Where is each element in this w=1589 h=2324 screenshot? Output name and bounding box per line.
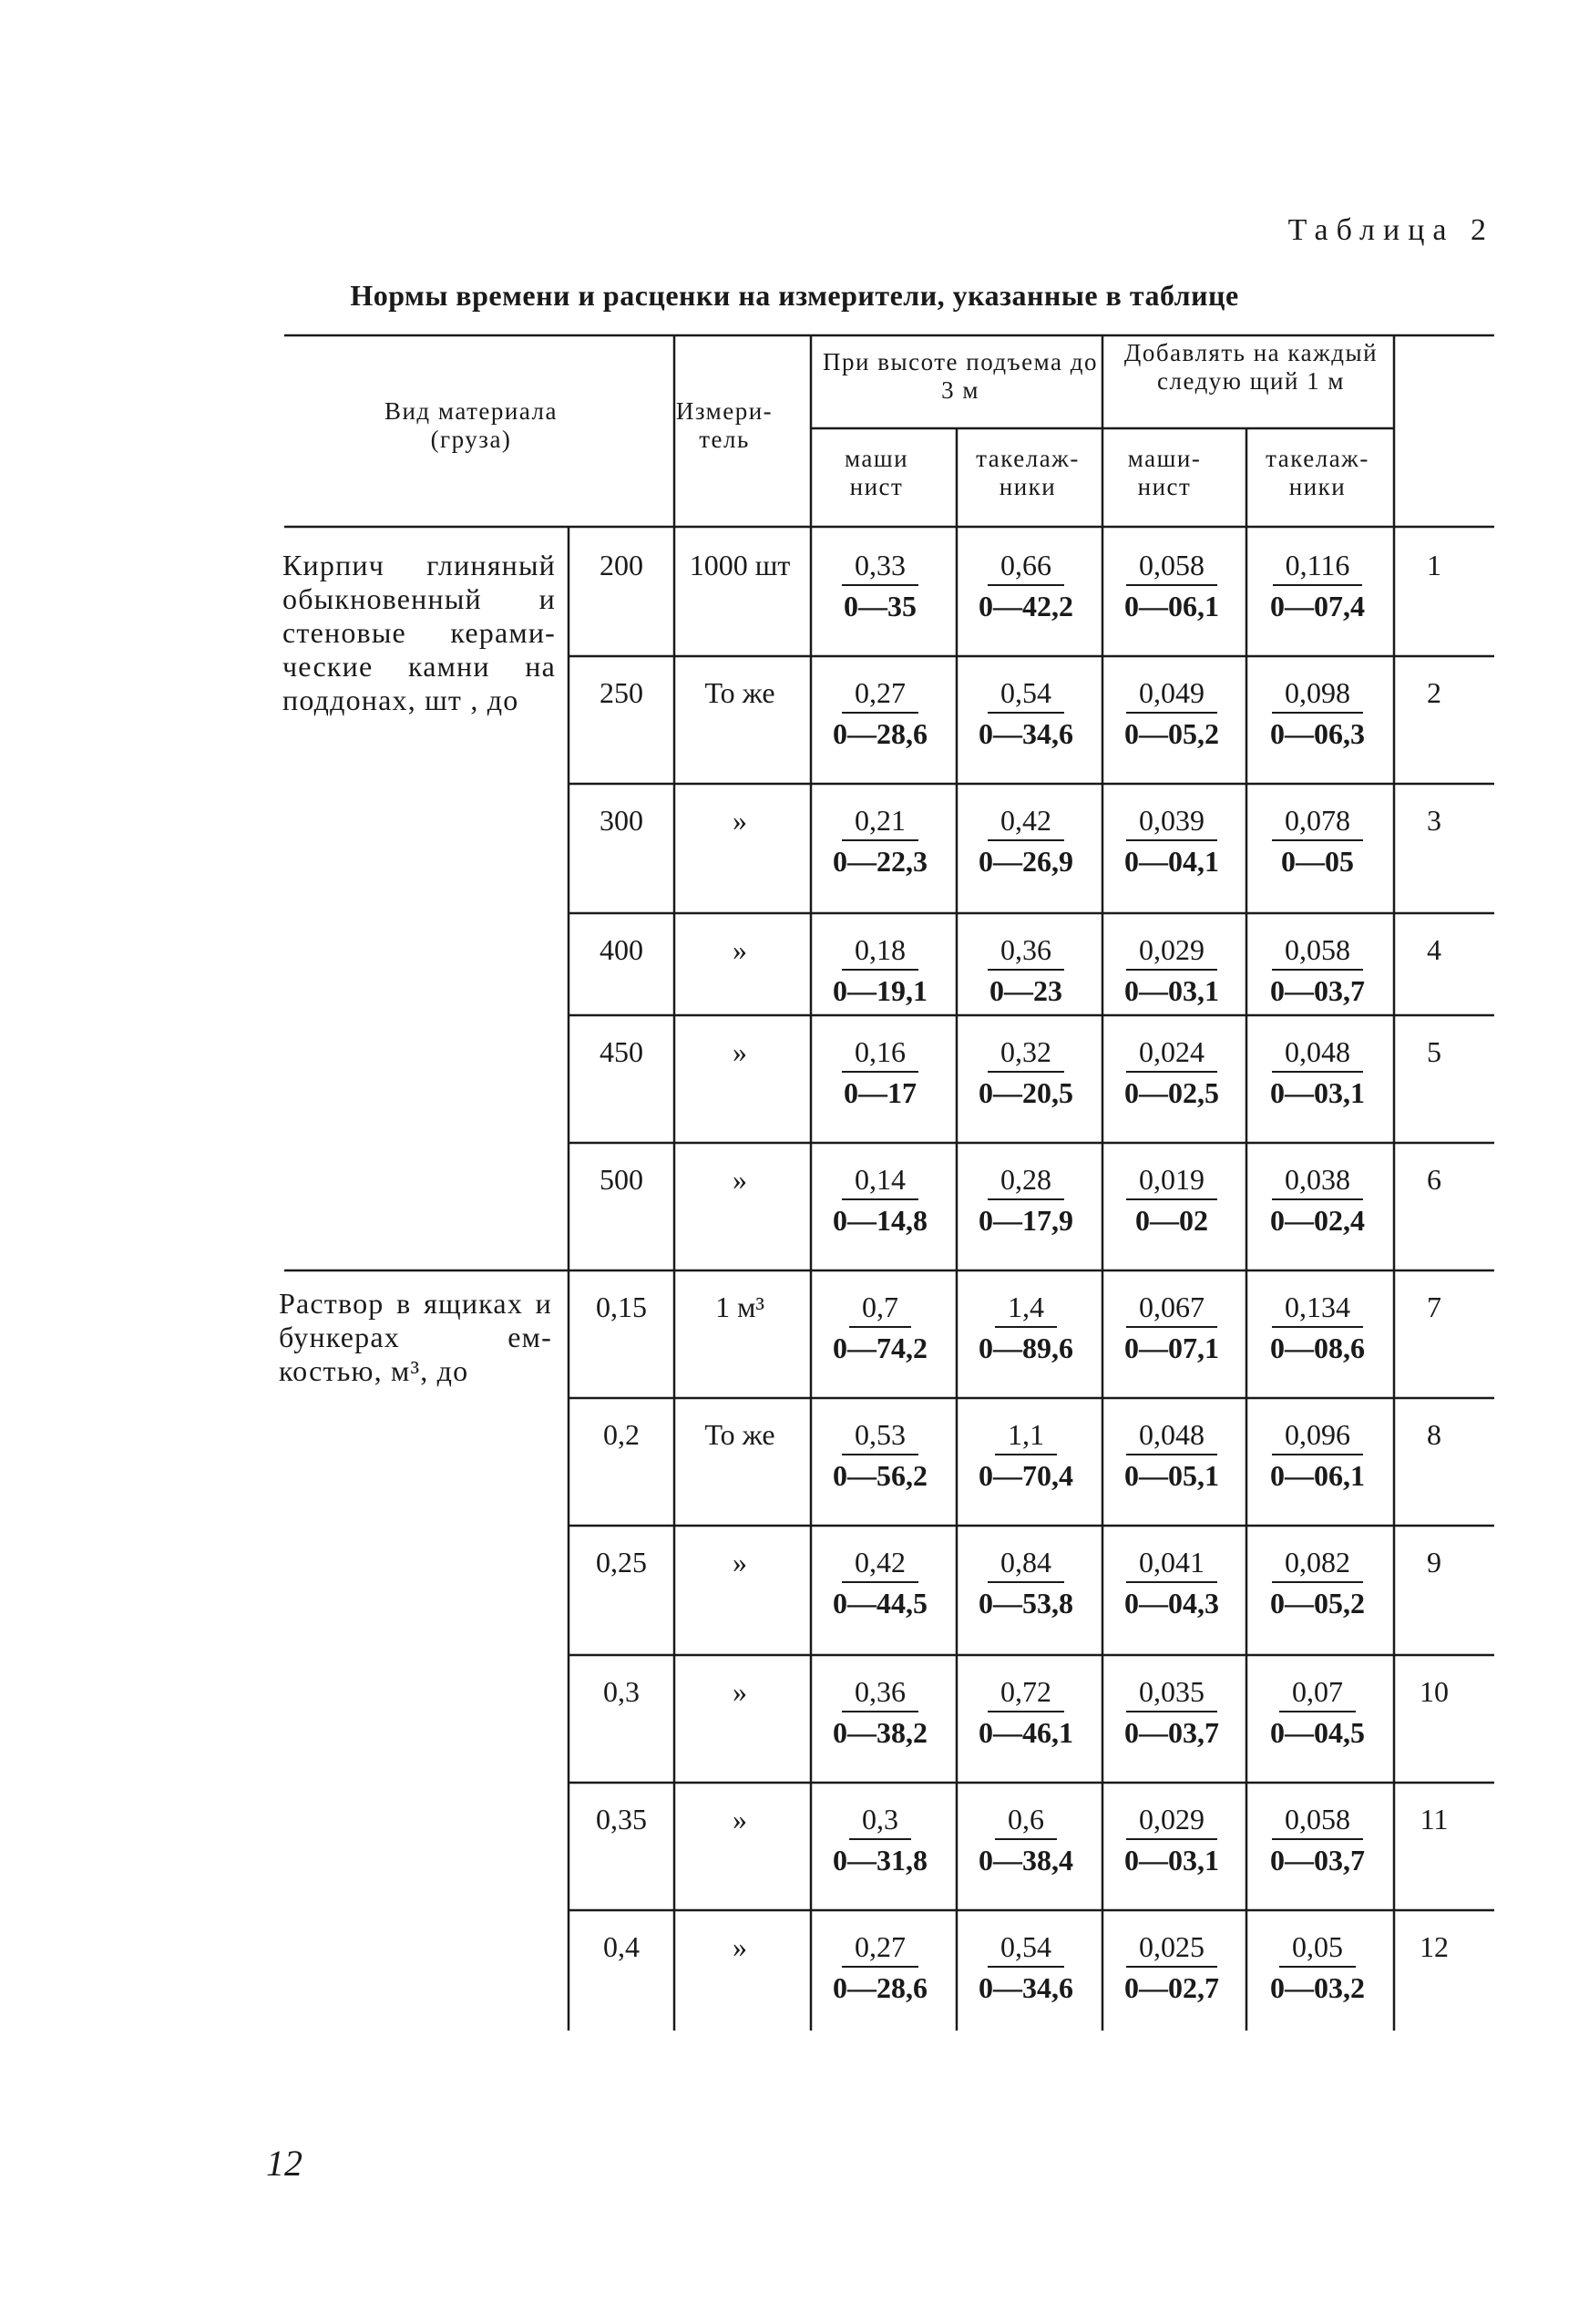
row-number: 10 — [1420, 1675, 1449, 1708]
time-norm: 0,098 — [1272, 676, 1363, 714]
unit-value: 1 м³ — [715, 1291, 764, 1323]
time-norm: 0,84 — [988, 1546, 1064, 1583]
norm-rate-fraction — [1103, 1803, 1240, 1877]
norm-rate-fraction — [1103, 933, 1240, 1008]
rate-value: 0—17,9 — [979, 1204, 1073, 1237]
norm-rate-fraction — [1103, 804, 1240, 879]
norms-table — [279, 334, 1496, 2047]
rate-value: 0—70,4 — [979, 1459, 1073, 1492]
row-number: 11 — [1420, 1803, 1449, 1836]
time-norm: 0,66 — [988, 549, 1064, 586]
time-norm: 0,049 — [1126, 676, 1217, 714]
unit-value: » — [733, 804, 747, 837]
norm-rate-fraction — [958, 1803, 1094, 1877]
size-value: 450 — [600, 1035, 643, 1068]
norm-rate-fraction — [1249, 1163, 1386, 1238]
norm-rate-fraction — [812, 1546, 948, 1620]
rate-value: 0—05,2 — [1270, 1587, 1365, 1620]
time-norm: 0,54 — [988, 676, 1064, 714]
time-norm: 0,33 — [842, 549, 918, 586]
norm-rate-fraction — [812, 1418, 948, 1493]
rate-value: 0—19,1 — [833, 974, 928, 1007]
time-norm: 0,067 — [1126, 1291, 1217, 1328]
rate-value: 0—53,8 — [979, 1587, 1073, 1620]
norm-rate-fraction — [812, 676, 948, 751]
rate-value: 0—06,3 — [1270, 717, 1365, 750]
rate-value: 0—14,8 — [833, 1204, 928, 1237]
norm-rate-fraction — [1103, 1675, 1240, 1750]
rate-value: 0—03,1 — [1124, 974, 1219, 1007]
time-norm: 1,1 — [995, 1418, 1057, 1455]
rate-value: 0—04,3 — [1124, 1587, 1219, 1620]
row-number: 12 — [1420, 1930, 1449, 1963]
norm-rate-fraction — [1103, 1163, 1240, 1238]
time-norm: 0,27 — [842, 1930, 918, 1968]
norm-rate-fraction — [958, 1546, 1094, 1620]
rate-value: 0—02,4 — [1270, 1204, 1365, 1237]
row-number: 3 — [1427, 804, 1441, 837]
norm-rate-fraction — [958, 676, 1094, 751]
time-norm: 0,36 — [988, 933, 1064, 971]
unit-value: 1000 шт — [689, 549, 791, 581]
norm-rate-fraction — [958, 549, 1094, 623]
time-norm: 0,42 — [842, 1546, 918, 1583]
norm-rate-fraction — [958, 933, 1094, 1008]
rate-value: 0—07,4 — [1270, 590, 1365, 622]
rate-value: 0—04,1 — [1124, 845, 1219, 878]
norm-rate-fraction — [1249, 804, 1386, 879]
norm-rate-fraction — [812, 1291, 948, 1365]
norm-rate-fraction — [812, 933, 948, 1008]
time-norm: 0,048 — [1272, 1035, 1363, 1073]
norm-rate-fraction — [958, 1930, 1094, 2005]
time-norm: 0,27 — [842, 676, 918, 714]
row-number: 9 — [1427, 1546, 1441, 1578]
time-norm: 0,096 — [1272, 1418, 1363, 1455]
page-number: 12 — [266, 2143, 302, 2184]
unit-value: » — [733, 1546, 747, 1578]
size-value: 250 — [600, 676, 643, 709]
rate-value: 0—02 — [1135, 1204, 1208, 1237]
norm-rate-fraction — [1249, 1546, 1386, 1620]
rate-value: 0—34,6 — [979, 717, 1073, 750]
norm-rate-fraction — [958, 1675, 1094, 1750]
time-norm: 0,05 — [1279, 1930, 1356, 1968]
time-norm: 0,029 — [1126, 933, 1217, 971]
time-norm: 0,14 — [842, 1163, 918, 1200]
time-norm: 0,078 — [1272, 804, 1363, 841]
time-norm: 0,039 — [1126, 804, 1217, 841]
rate-value: 0—28,6 — [833, 1971, 928, 2004]
row-number: 2 — [1427, 676, 1441, 709]
norm-rate-fraction — [1249, 676, 1386, 751]
norm-rate-fraction — [812, 1930, 948, 2005]
rate-value: 0—04,5 — [1270, 1716, 1365, 1749]
unit-value: » — [733, 1035, 747, 1068]
rate-value: 0—07,1 — [1124, 1332, 1219, 1364]
rate-value: 0—17 — [844, 1076, 917, 1109]
time-norm: 0,134 — [1272, 1291, 1363, 1328]
rate-value: 0—31,8 — [833, 1844, 928, 1877]
norm-rate-fraction — [812, 1675, 948, 1750]
table-label: Таблица 2 — [1287, 213, 1494, 247]
size-value: 0,25 — [596, 1546, 647, 1578]
size-value: 300 — [600, 804, 643, 837]
rate-value: 0—56,2 — [833, 1459, 928, 1492]
rate-value: 0—42,2 — [979, 590, 1073, 622]
rate-value: 0—46,1 — [979, 1716, 1073, 1749]
header-rigger-add: такелаж-ники — [1266, 445, 1369, 501]
rate-value: 0—03,7 — [1124, 1716, 1219, 1749]
time-norm: 0,041 — [1126, 1546, 1217, 1583]
time-norm: 0,32 — [988, 1035, 1064, 1073]
header-rigger: такелаж-ники — [976, 445, 1080, 501]
norm-rate-fraction — [1103, 676, 1240, 751]
norm-rate-fraction — [958, 1291, 1094, 1365]
norm-rate-fraction — [1103, 1418, 1240, 1493]
row-number: 7 — [1427, 1291, 1441, 1323]
norm-rate-fraction — [958, 1035, 1094, 1110]
table-caption: Нормы времени и расценки на измерители, указанные в таблице — [350, 279, 1239, 312]
size-value: 0,2 — [603, 1418, 640, 1451]
norm-rate-fraction — [1103, 1546, 1240, 1620]
time-norm: 0,16 — [842, 1035, 918, 1073]
time-norm: 0,53 — [842, 1418, 918, 1455]
time-norm: 0,3 — [849, 1803, 911, 1840]
rate-value: 0—08,6 — [1270, 1332, 1365, 1364]
rate-value: 0—74,2 — [833, 1332, 928, 1364]
time-norm: 1,4 — [995, 1291, 1057, 1328]
size-value: 0,3 — [603, 1675, 640, 1708]
size-value: 500 — [600, 1163, 643, 1196]
time-norm: 0,116 — [1273, 549, 1363, 586]
norm-rate-fraction — [812, 804, 948, 879]
norm-rate-fraction — [812, 549, 948, 623]
time-norm: 0,029 — [1126, 1803, 1217, 1840]
rate-value: 0—34,6 — [979, 1971, 1073, 2004]
rate-value: 0—05,2 — [1124, 717, 1219, 750]
norm-rate-fraction — [1249, 933, 1386, 1008]
rate-value: 0—03,2 — [1270, 1971, 1365, 2004]
rate-value: 0—35 — [844, 590, 917, 622]
rate-value: 0—28,6 — [833, 717, 928, 750]
time-norm: 0,18 — [842, 933, 918, 971]
rate-value: 0—06,1 — [1124, 590, 1219, 622]
time-norm: 0,7 — [849, 1291, 911, 1328]
norm-rate-fraction — [1249, 1803, 1386, 1877]
norm-rate-fraction — [1103, 549, 1240, 623]
time-norm: 0,058 — [1272, 1803, 1363, 1840]
unit-value: » — [733, 933, 747, 966]
time-norm: 0,21 — [842, 804, 918, 841]
header-base-group: При высоте подъема до 3 м — [823, 348, 1098, 405]
header-add-group: Добавлять на каждый следую щий 1 м — [1123, 339, 1379, 396]
time-norm: 0,28 — [988, 1163, 1064, 1200]
size-value: 200 — [600, 549, 643, 581]
row-number: 1 — [1427, 549, 1441, 581]
rate-value: 0—38,4 — [979, 1844, 1073, 1877]
size-value: 400 — [600, 933, 643, 966]
time-norm: 0,058 — [1272, 933, 1363, 971]
rate-value: 0—03,7 — [1270, 1844, 1365, 1877]
time-norm: 0,082 — [1272, 1546, 1363, 1583]
norm-rate-fraction — [1249, 1291, 1386, 1365]
norm-rate-fraction — [812, 1803, 948, 1877]
time-norm: 0,54 — [988, 1930, 1064, 1968]
rate-value: 0—05,1 — [1124, 1459, 1219, 1492]
time-norm: 0,6 — [995, 1803, 1057, 1840]
norm-rate-fraction — [958, 804, 1094, 879]
rate-value: 0—26,9 — [979, 845, 1073, 878]
rate-value: 0—03,1 — [1270, 1076, 1365, 1109]
rate-value: 0—44,5 — [833, 1587, 928, 1620]
rate-value: 0—89,6 — [979, 1332, 1073, 1364]
time-norm: 0,07 — [1279, 1675, 1356, 1712]
rate-value: 0—22,3 — [833, 845, 928, 878]
rate-value: 0—05 — [1281, 845, 1354, 878]
header-machinist: маши нист — [844, 445, 909, 501]
time-norm: 0,025 — [1126, 1930, 1217, 1968]
unit-value: То же — [704, 676, 775, 709]
norm-rate-fraction — [1249, 1035, 1386, 1110]
rate-value: 0—23 — [989, 974, 1062, 1007]
time-norm: 0,36 — [842, 1675, 918, 1712]
material-bricks: Кирпич глиняный обыкновенный и стеновые керами-ческие камни на поддонах, шт , до — [282, 549, 556, 716]
material-mortar: Раствор в ящиках и бункерах ем-костью, м³, до — [279, 1287, 552, 1387]
norm-rate-fraction — [1249, 1418, 1386, 1493]
time-norm: 0,72 — [988, 1675, 1064, 1712]
time-norm: 0,024 — [1126, 1035, 1217, 1073]
rate-value: 0—03,1 — [1124, 1844, 1219, 1877]
rate-value: 0—20,5 — [979, 1076, 1073, 1109]
rate-value: 0—03,7 — [1270, 974, 1365, 1007]
norm-rate-fraction — [958, 1418, 1094, 1493]
row-number: 5 — [1427, 1035, 1441, 1068]
unit-value: То же — [704, 1418, 775, 1451]
header-machinist-add: маши-нист — [1127, 445, 1202, 501]
norm-rate-fraction — [1249, 549, 1386, 623]
size-value: 0,35 — [596, 1803, 647, 1836]
norm-rate-fraction — [1103, 1930, 1240, 2005]
time-norm: 0,058 — [1126, 549, 1217, 586]
unit-value: » — [733, 1930, 747, 1963]
norm-rate-fraction — [812, 1035, 948, 1110]
norm-rate-fraction — [1249, 1675, 1386, 1750]
rate-value: 0—02,7 — [1124, 1971, 1219, 2004]
row-number: 4 — [1427, 933, 1441, 966]
norm-rate-fraction — [1103, 1291, 1240, 1365]
row-number: 6 — [1427, 1163, 1441, 1196]
header-unit: Измери-тель — [675, 397, 774, 454]
unit-value: » — [733, 1675, 747, 1708]
rate-value: 0—06,1 — [1270, 1459, 1365, 1492]
row-number: 8 — [1427, 1418, 1441, 1451]
size-value: 0,4 — [603, 1930, 640, 1963]
time-norm: 0,42 — [988, 804, 1064, 841]
time-norm: 0,038 — [1272, 1163, 1363, 1200]
time-norm: 0,035 — [1126, 1675, 1217, 1712]
unit-value: » — [733, 1803, 747, 1836]
rate-value: 0—38,2 — [833, 1716, 928, 1749]
norm-rate-fraction — [1103, 1035, 1240, 1110]
time-norm: 0,019 — [1126, 1163, 1217, 1200]
time-norm: 0,048 — [1126, 1418, 1217, 1455]
norm-rate-fraction — [812, 1163, 948, 1238]
norm-rate-fraction — [1249, 1930, 1386, 2005]
unit-value: » — [733, 1163, 747, 1196]
norm-rate-fraction — [958, 1163, 1094, 1238]
rate-value: 0—02,5 — [1124, 1076, 1219, 1109]
size-value: 0,15 — [596, 1291, 647, 1323]
header-material: Вид материала (груза) — [384, 397, 559, 454]
